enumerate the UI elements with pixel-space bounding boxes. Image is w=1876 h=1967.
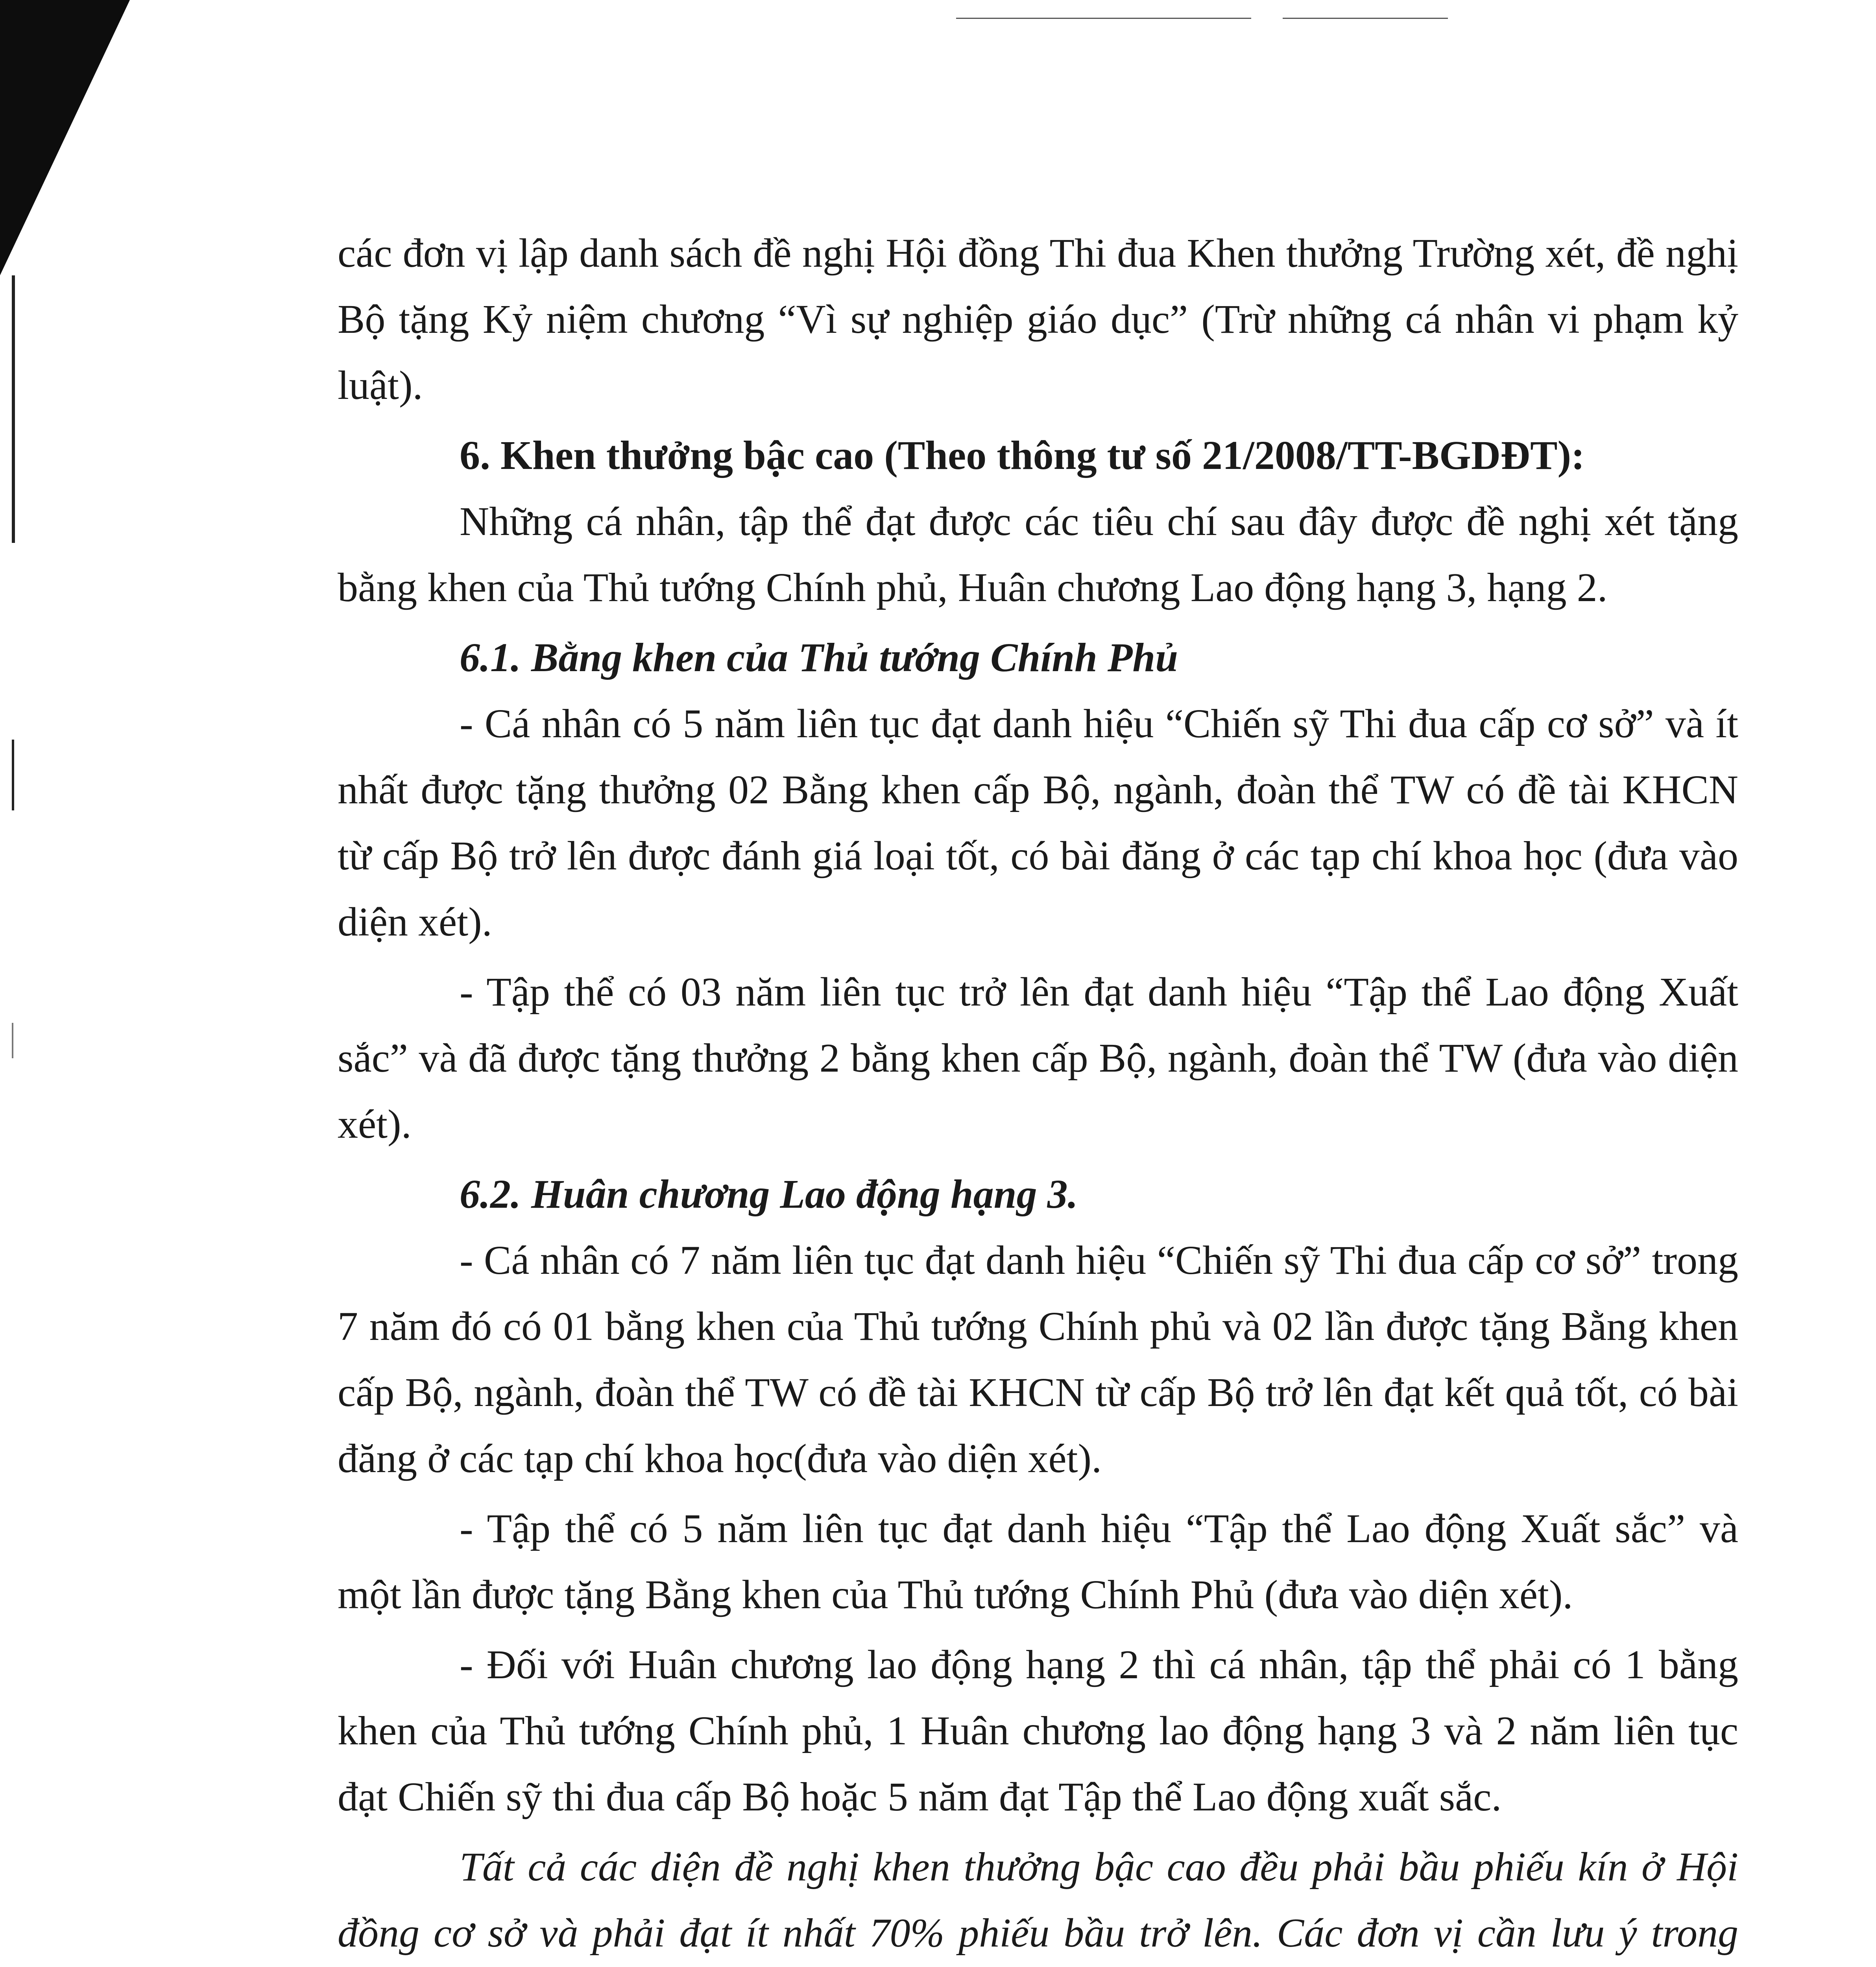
scan-top-line	[1283, 18, 1448, 19]
document-body	[338, 220, 1738, 1967]
paragraph: - Đối với Huân chương lao động hạng 2 thì cá nhân, tập thể phải có 1 bằng khen của Thủ tướng Chính phủ, 1 Huân chương lao động hạng 3 và 2 năm liên tục đạt Chiến sỹ thi đua cấp Bộ hoặc 5 năm đạt Tập thể Lao động xuất sắc.	[338, 1642, 1738, 1819]
scan-edge-line	[12, 1023, 13, 1058]
paragraph-continuation: các đơn vị lập danh sách đề nghị Hội đồng Thi đua Khen thưởng Trường xét, đề nghị Bộ tặng Kỷ niệm chương “Vì sự nghiệp giáo dục” (Trừ những cá nhân vi phạm kỷ luật).	[338, 231, 1738, 408]
section-heading: 6. Khen thưởng bậc cao (Theo thông tư số 21/2008/TT-BGDĐT):	[460, 433, 1585, 478]
paragraph: - Tập thể có 03 năm liên tục trở lên đạt danh hiệu “Tập thể Lao động Xuất sắc” và đã được tặng thưởng 2 bằng khen cấp Bộ, ngành, đoàn thể TW (đưa vào diện xét).	[338, 969, 1738, 1147]
paragraph: - Tập thể có 5 năm liên tục đạt danh hiệu “Tập thể Lao động Xuất sắc” và một lần được tặng Bằng khen của Thủ tướng Chính Phủ (đưa vào diện xét).	[338, 1506, 1738, 1617]
scan-edge-line	[12, 275, 15, 543]
subsection-heading: 6.2. Huân chương Lao động hạng 3.	[460, 1172, 1078, 1217]
paragraph: - Cá nhân có 5 năm liên tục đạt danh hiệu “Chiến sỹ Thi đua cấp cơ sở” và ít nhất được tặng thưởng 02 Bằng khen cấp Bộ, ngành, đoàn thể TW có đề tài KHCN từ cấp Bộ trở lên được đánh giá loại tốt, có bài đăng ở các tạp chí khoa học (đưa vào diện xét).	[338, 701, 1738, 945]
italic-note: Tất cả các diện đề nghị khen thưởng bậc cao đều phải bầu phiếu kín ở Hội đồng cơ sở và phải đạt ít nhất 70% phiếu bầu trở lên. Các đơn vị cần lưu ý trong	[338, 1844, 1738, 1956]
scan-edge-line	[12, 740, 14, 810]
scan-top-line	[956, 18, 1251, 19]
paragraph: - Cá nhân có 7 năm liên tục đạt danh hiệu “Chiến sỹ Thi đua cấp cơ sở” trong 7 năm đó có 01 bằng khen của Thủ tướng Chính phủ và 02 lần được tặng Bằng khen cấp Bộ, ngành, đoàn thể TW có đề tài KHCN từ cấp Bộ trở lên đạt kết quả tốt, có bài đăng ở các tạp chí khoa học(đưa vào diện xét).	[338, 1238, 1738, 1481]
paragraph: Những cá nhân, tập thể đạt được các tiêu chí sau đây được đề nghị xét tặng bằng khen của Thủ tướng Chính phủ, Huân chương Lao động hạng 3, hạng 2.	[338, 499, 1738, 610]
subsection-heading: 6.1. Bằng khen của Thủ tướng Chính Phủ	[460, 635, 1178, 680]
scan-corner-mark	[0, 0, 130, 275]
